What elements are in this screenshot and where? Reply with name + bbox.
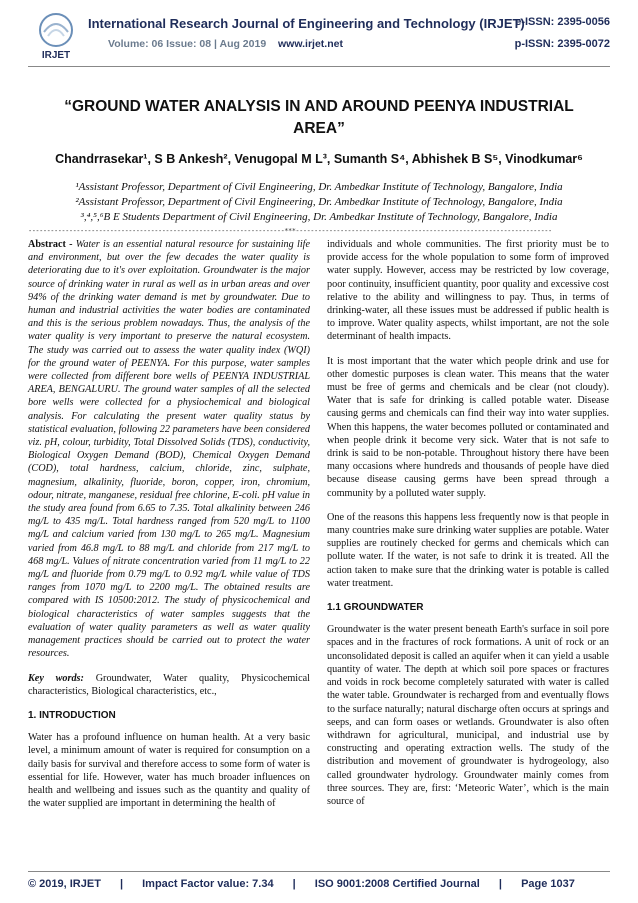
footer-iso: ISO 9001:2008 Certified Journal	[314, 878, 480, 890]
footer-divider: |	[119, 878, 124, 890]
intro-paragraph-1-continued: individuals and whole communities. The first priority must be to provide access for the whole population to some form of improved water supply. However, access may be restricted by low coverage, poor continuity, insufficient quantity, poor quality and excessive cost relative to the ability and willingness to pay. Thus, in terms of drinking-water, all these issues must be addressed if public health is to improve. Water quality aspects, whilst important, are not the sole determinant of health impacts.	[327, 239, 609, 343]
intro-paragraph-2: It is most important that the water which people drink and use for other domestic purposes is clean water. This means that the water must be free of germs and chemicals and be clear (not cloudy). Water that is safe for drinking is called potable water. Disease causing germs and chemicals can find their way into water supplies. When this happens, the water becomes polluted or contaminated and when people drink it become very sick. Water that is not safe to drink is said to be non-potable. Throughout history there have been many occasions where hundreds and thousands of people have died because disease causing germs have been spread through a community by a polluted water supply.	[327, 355, 609, 499]
affiliation-2: ²Assistant Professor, Department of Civil Engineering, Dr. Ambedkar Institute of Technology, Bangalore, India	[75, 196, 563, 208]
footer-page-number: Page 1037	[521, 878, 575, 890]
groundwater-heading: 1.1 GROUNDWATER	[327, 602, 424, 614]
header-rule	[28, 66, 610, 67]
e-issn: e-ISSN: 2395-0056	[515, 16, 610, 28]
footer-divider: |	[292, 878, 296, 890]
journal-website-link[interactable]: www.irjet.net	[278, 38, 343, 50]
right-column	[327, 238, 609, 819]
left-column	[28, 238, 310, 821]
journal-title: International Research Journal of Engineering and Technology (IRJET)	[88, 16, 525, 31]
keywords-text: Groundwater, Water quality, Physicochemical characteristics, Biological characteristics, etc.,	[28, 672, 310, 697]
journal-header	[28, 8, 610, 68]
affiliations	[40, 180, 598, 225]
affiliation-3: ³,⁴,⁵,⁶B E Students Department of Civil Engineering, Dr. Ambedkar Institute of Technology, Bangalore, India	[80, 211, 558, 223]
abstract	[28, 238, 310, 661]
author-list: Chandrrasekar¹, S B Ankesh², Venugopal M L³, Sumanth S⁴, Abhishek B S⁵, Vinodkumar⁶	[55, 152, 583, 166]
intro-paragraph-3: One of the reasons this happens less frequently now is that people in many countries make sure drinking water supplies are potable. Water supplies are routinely checked for germs and chemicals which can pollute water. If the water, is not safe to drink it is treated. All the action taken to make sure that the drinking water is potable is called water treatment.	[327, 511, 609, 589]
volume-issue: Volume: 06 Issue: 08 | Aug 2019	[108, 38, 267, 50]
paper-title: “GROUND WATER ANALYSIS IN AND AROUND PEENYA INDUSTRIAL AREA”	[64, 98, 574, 137]
groundwater-paragraph-1: Groundwater is the water present beneath Earth's surface in soil pore spaces and in the fractures of rock formations. A unit of rock or an unconsolidated deposit is called an aquifer when it can yield a usable quantity of water. The depth at which soil pore spaces or fractures and voids in rock become completely saturated with water is called the water table. Groundwater is recharged from and eventually flows to the surface naturally; natural discharge often occurs at springs and seeps, and can form oases or wetlands. Groundwater is also often withdrawn for agricultural, municipal, and industrial use by constructing and operating extraction wells. The study of the distribution and movement of groundwater is hydrogeology, also called groundwater hydrology. Groundwater mainly comes from three sources. They are, first: ‘Meteoric Water’, which is the main source of	[327, 624, 609, 807]
section-separator: ---------------------------------------------------------------------***---------------------------------------------------------------------	[28, 227, 552, 235]
abstract-text: Water is an essential natural resource for sustaining life and environment, but over the few decades the water quality is deteriorating due to it's over exploitation. Groundwater is the major source of drinking water in rural as well as in urban areas and over 94% of the drinking water demand is met by groundwater. Due to human and industrial activities the water bodies are contaminated and this is the serious problem nowadays. Thus, the analysis of the water quality is very important to preserve the natural ecosystem. The study was carried out to assess the water quality index (WQI) for the ground water of PEENYA. For this purpose, water samples were collected from different bore wells of PEENYA INDUSTRIAL AREA, BENGALURU. The ground water samples of all the selected bore wells were collected for a physiochemical and biological analysis. For calculating the present water quality status by statistical evaluation, following 22 parameters have been considered viz. pH, colour, turbidity, Total Dissolved Solids (TDS), conductivity, Biological Oxygen Demand (BOD), Chemical Oxygen Demand (COD), total hardness, calcium, chloride, zinc, sulphate, magnesium, alkalinity, fluoride, boron, copper, iron, chromium, odour, nitrate, manganese, residual free chlorine, E-coli. pH value in the study area found from 6.65 to 7.35. Total alkalinity between 246 mg/L to 435 mg/L. Total hardness ranged from 520 mg/L to 1100 mg/L and calcium varied from 130 mg/L to 265 mg/L. Magnesium varied from 46.8 mg/L to 88 mg/L and chloride from 217 mg/L to 468 mg/L. Values of nitrate concentration varied from 11 mg/L to 22 mg/L and fluoride from 0.79 mg/L to 0.92 mg/L while value of TDS ranges from 1070 mg/L to 2200 mg/L. The obtained results are compared with IS 10500:2012. The study of physicochemical and biological characteristics of water samples suggests that the evaluation of water quality parameters as well as water quality management practices should be carried out to protect the water resources.	[28, 239, 310, 660]
footer-copyright: © 2019, IRJET	[28, 878, 101, 890]
keywords	[28, 672, 310, 698]
affiliation-1: ¹Assistant Professor, Department of Civil Engineering, Dr. Ambedkar Institute of Technology, Bangalore, India	[75, 181, 563, 193]
logo-text: IRJET	[41, 50, 71, 61]
footer-impact-factor: Impact Factor value: 7.34	[142, 878, 274, 890]
footer-rule	[28, 871, 610, 872]
footer-divider: |	[498, 878, 502, 890]
page-footer	[28, 878, 610, 890]
p-issn: p-ISSN: 2395-0072	[514, 38, 610, 50]
abstract-label: Abstract -	[28, 239, 73, 250]
intro-paragraph-1: Water has a profound influence on human health. At a very basic level, a minimum amount of water is required for consumption on a daily basis for survival and therefore access to some form of water is essential for life. However, water has much broader influences on health and wellbeing and issues such as the quantity and quality of the water supplied are important in determining the health of	[28, 732, 310, 810]
irjet-logo	[34, 10, 78, 62]
keywords-label: Key words:	[28, 672, 84, 684]
intro-heading: 1. INTRODUCTION	[28, 709, 116, 721]
